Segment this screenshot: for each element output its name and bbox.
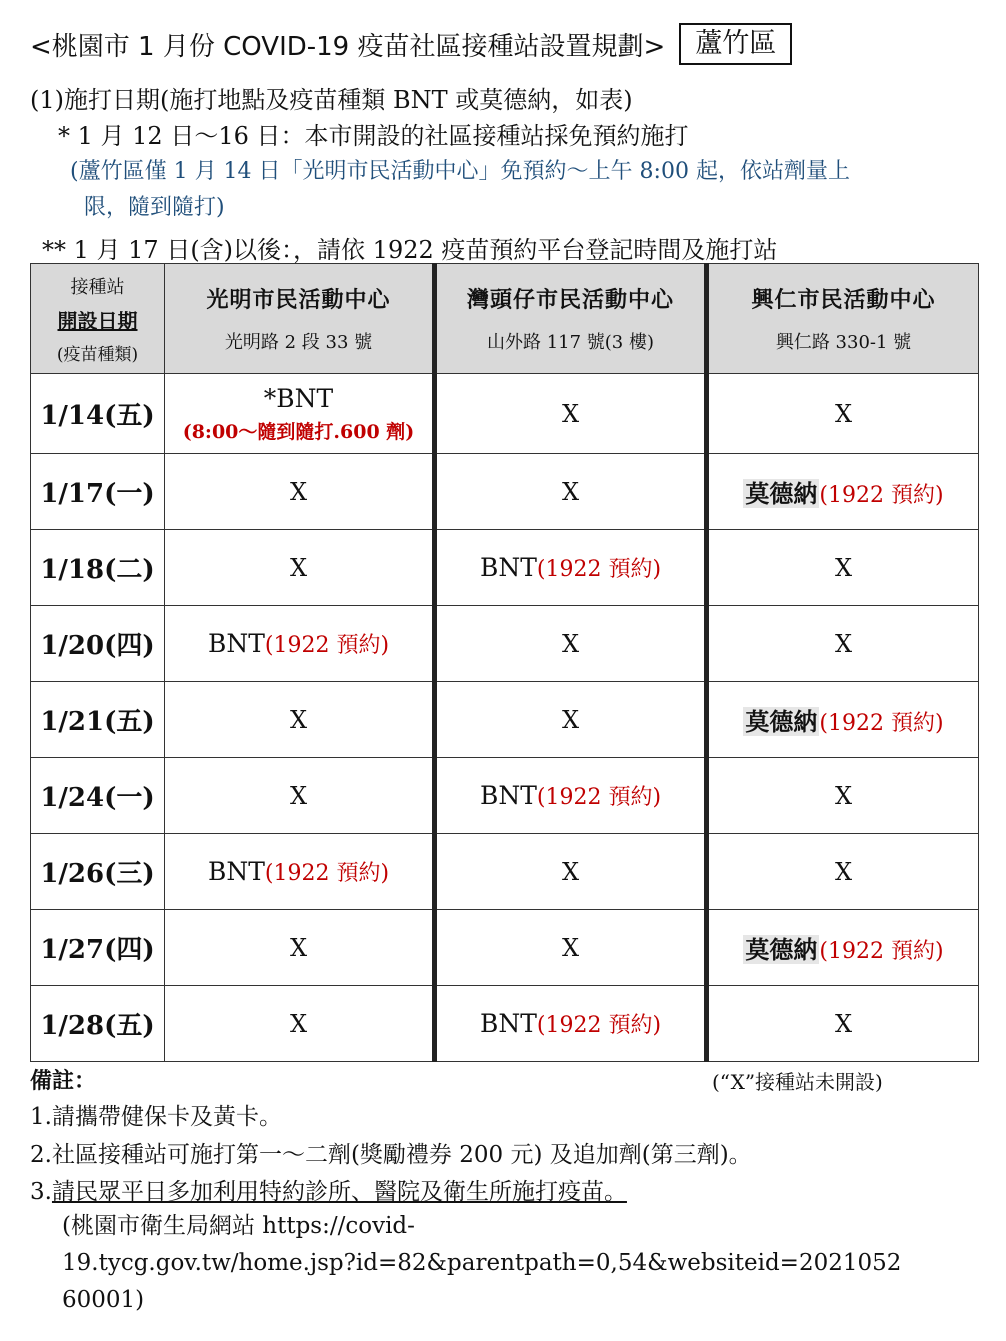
table-row xyxy=(31,454,979,530)
schedule-cell xyxy=(165,606,435,682)
vaccine-label: *BNT xyxy=(263,383,334,413)
schedule-cell xyxy=(435,758,707,834)
url-line: 60001) xyxy=(62,1287,145,1313)
intro-line-4: 限，隨到隨打) xyxy=(84,195,225,220)
booking-note: (1922 預約) xyxy=(819,939,944,964)
table-row xyxy=(31,374,979,454)
note-item-3-number: 3. xyxy=(30,1179,52,1205)
schedule-cell: X xyxy=(165,454,435,530)
date-cell: 1/28(五) xyxy=(31,986,165,1062)
vaccine-label: BNT xyxy=(479,553,537,582)
notes-legend: (“X”接種站未開設) xyxy=(712,1070,883,1094)
intro-line-1: (1)施打日期(施打地點及疫苗種類 BNT 或莫德納，如表) xyxy=(30,86,633,114)
table-row xyxy=(31,530,979,606)
booking-note: (1922 預約) xyxy=(264,861,390,886)
table-row xyxy=(31,834,979,910)
notes-title: 備註： xyxy=(30,1068,97,1094)
note-item-3 xyxy=(30,1173,627,1206)
corner-header xyxy=(31,264,165,374)
schedule-table xyxy=(30,263,979,1062)
table-row xyxy=(31,910,979,986)
vaccine-label: BNT xyxy=(207,857,265,886)
date-cell: 1/27(四) xyxy=(31,910,165,986)
note-item-2: 2.社區接種站可施打第一～二劑(獎勵禮券 200 元) 及追加劑(第三劑)。 xyxy=(30,1142,752,1168)
date-cell: 1/20(四) xyxy=(31,606,165,682)
booking-note: (1922 預約) xyxy=(536,557,662,582)
note-item-3-text: 請民眾平日多加利用特約診所、醫院及衛生所施打疫苗。 xyxy=(51,1179,627,1205)
intro-line-3: (蘆竹區僅 1 月 14 日「光明市民活動中心」免預約～上午 8:00 起，依站劑量上 xyxy=(70,159,850,184)
intro-line-5: ** 1 月 17 日(含)以後：，請依 1922 疫苗預約平台登記時間及施打站 xyxy=(42,236,778,264)
site-address: 光明路 2 段 33 號 xyxy=(224,332,373,353)
schedule-cell: X xyxy=(707,986,979,1062)
table-header-row xyxy=(31,264,979,374)
intro-line-2: * 1 月 12 日～16 日：本市開設的社區接種站採免預約施打 xyxy=(58,122,689,150)
corner-middle: 開設日期 xyxy=(57,308,138,333)
schedule-cell xyxy=(435,530,707,606)
vaccine-label: 莫德納 xyxy=(745,479,818,508)
schedule-cell: X xyxy=(707,758,979,834)
schedule-cell: X xyxy=(165,682,435,758)
schedule-cell: X xyxy=(707,834,979,910)
table-row xyxy=(31,682,979,758)
booking-note: (1922 預約) xyxy=(819,483,944,508)
url-line: 19.tycg.gov.tw/home.jsp?id=82&parentpath=0,54&websiteid=2021052 xyxy=(62,1250,902,1276)
vaccine-label: BNT xyxy=(479,1009,537,1038)
corner-top: 接種站 xyxy=(70,276,125,298)
schedule-cell: X xyxy=(707,530,979,606)
schedule-cell: X xyxy=(707,374,979,454)
health-bureau-url xyxy=(62,1208,992,1319)
table-row xyxy=(31,758,979,834)
schedule-cell: X xyxy=(435,682,707,758)
vaccine-label: 莫德納 xyxy=(745,935,818,964)
schedule-cell: X xyxy=(435,606,707,682)
schedule-cell: X xyxy=(435,834,707,910)
schedule-cell: X xyxy=(165,530,435,606)
site-address: 興仁路 330-1 號 xyxy=(775,332,912,353)
schedule-cell: X xyxy=(435,374,707,454)
table-row xyxy=(31,986,979,1062)
site-name: 興仁市民活動中心 xyxy=(751,287,936,313)
schedule-cell: X xyxy=(165,910,435,986)
schedule-cell xyxy=(165,374,435,454)
date-cell: 1/14(五) xyxy=(31,374,165,454)
schedule-cell xyxy=(435,986,707,1062)
walk-in-note: (8:00～隨到隨打.600 劑) xyxy=(182,420,415,443)
url-line: (桃園市衛生局網站 https://covid- xyxy=(62,1213,415,1239)
date-cell: 1/17(一) xyxy=(31,454,165,530)
date-cell: 1/24(一) xyxy=(31,758,165,834)
site-header-2 xyxy=(435,264,707,374)
district-label: 蘆竹區 xyxy=(679,23,792,65)
booking-note: (1922 預約) xyxy=(536,1013,662,1038)
schedule-cell: X xyxy=(707,606,979,682)
date-cell: 1/18(二) xyxy=(31,530,165,606)
date-cell: 1/21(五) xyxy=(31,682,165,758)
schedule-cell xyxy=(707,682,979,758)
schedule-cell xyxy=(707,910,979,986)
schedule-cell: X xyxy=(435,910,707,986)
schedule-cell: X xyxy=(165,758,435,834)
site-address: 山外路 117 號(3 樓) xyxy=(486,332,655,353)
site-header-1 xyxy=(165,264,435,374)
booking-note: (1922 預約) xyxy=(536,785,662,810)
site-name: 灣頭仔市民活動中心 xyxy=(466,287,674,313)
vaccine-label: 莫德納 xyxy=(745,707,818,736)
date-cell: 1/26(三) xyxy=(31,834,165,910)
booking-note: (1922 預約) xyxy=(264,633,390,658)
page-title: <桃園市 1 月份 COVID-19 疫苗社區接種站設置規劃> xyxy=(30,31,666,62)
booking-note: (1922 預約) xyxy=(819,711,944,736)
vaccine-label: BNT xyxy=(207,629,265,658)
page-title-row xyxy=(30,20,990,68)
schedule-cell xyxy=(165,834,435,910)
corner-bottom: (疫苗種類) xyxy=(56,344,139,365)
note-item-1: 1.請攜帶健保卡及黃卡。 xyxy=(30,1104,282,1130)
site-header-3 xyxy=(707,264,979,374)
schedule-cell: X xyxy=(165,986,435,1062)
vaccine-label: BNT xyxy=(479,781,537,810)
schedule-cell: X xyxy=(435,454,707,530)
site-name: 光明市民活動中心 xyxy=(206,287,391,313)
table-row xyxy=(31,606,979,682)
schedule-cell xyxy=(707,454,979,530)
